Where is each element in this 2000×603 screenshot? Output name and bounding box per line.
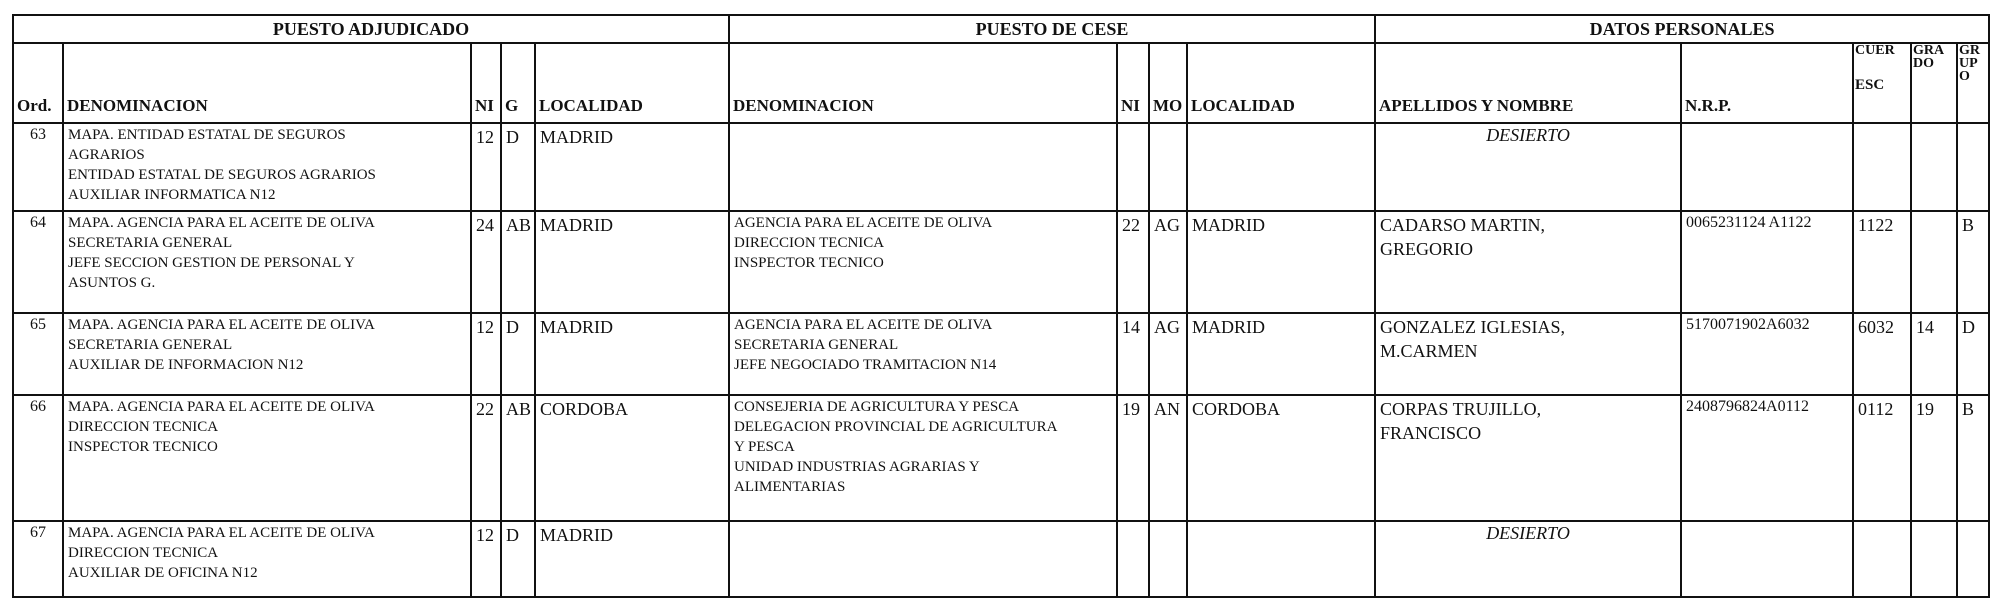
denominacion-line: MAPA. AGENCIA PARA EL ACEITE DE OLIVA: [68, 399, 375, 415]
header-cuer: CUER: [1855, 43, 1895, 58]
apellidos-line: M.CARMEN: [1380, 341, 1478, 361]
cell-grado: [1911, 123, 1957, 211]
cell-cuer: 1122: [1853, 211, 1911, 313]
cell-cese-localidad: [1187, 123, 1375, 211]
cese-denominacion-line: AGENCIA PARA EL ACEITE DE OLIVA: [734, 317, 993, 333]
header-grado-part: DO: [1913, 56, 1935, 71]
group-header-row: [13, 15, 1989, 43]
denominacion-line: AUXILIAR INFORMATICA N12: [68, 187, 276, 203]
cell-nrp: 2408796824A0112: [1681, 395, 1853, 521]
header-localidad: LOCALIDAD: [535, 43, 729, 123]
denominacion-line: ASUNTOS G.: [68, 275, 156, 291]
cell-grado: [1911, 211, 1957, 313]
cell-cese-denominacion: [729, 211, 1117, 313]
header-g: G: [501, 43, 535, 123]
apellidos-line: FRANCISCO: [1380, 423, 1482, 443]
cell-g: D: [501, 521, 535, 597]
cell-nrp: [1681, 521, 1853, 597]
cell-grado: 19: [1911, 395, 1957, 521]
header-grupo-part: GR: [1959, 43, 1981, 58]
cell-localidad: CORDOBA: [535, 395, 729, 521]
header-ni: NI: [471, 43, 501, 123]
cell-ni: 24: [471, 211, 501, 313]
cell-mo: [1149, 521, 1187, 597]
cell-ord: 64: [13, 211, 63, 313]
cell-ord: 63: [13, 123, 63, 211]
denominacion-line: JEFE SECCION GESTION DE PERSONAL Y: [68, 255, 355, 271]
table-row: [13, 395, 1989, 521]
cell-localidad: MADRID: [535, 211, 729, 313]
denominacion-line: AUXILIAR DE INFORMACION N12: [68, 357, 304, 373]
cell-grupo: [1957, 123, 1989, 211]
denominacion-line: AGRARIOS: [68, 147, 145, 163]
group-datos-personales: DATOS PERSONALES: [1375, 15, 1989, 43]
cell-grado: [1911, 521, 1957, 597]
header-cese-denominacion: DENOMINACION: [729, 43, 1117, 123]
header-apellidos-y-nombre: APELLIDOS Y NOMBRE: [1375, 43, 1681, 123]
denominacion-line: INSPECTOR TECNICO: [68, 439, 218, 455]
cell-cese-denominacion: [729, 123, 1117, 211]
cell-g: AB: [501, 211, 535, 313]
cell-nrp: 0065231124 A1122: [1681, 211, 1853, 313]
cell-cuer: [1853, 521, 1911, 597]
cell-cese-denominacion: [729, 395, 1117, 521]
cell-localidad: MADRID: [535, 313, 729, 395]
cell-grado: 14: [1911, 313, 1957, 395]
table-row: [13, 313, 1989, 395]
cell-ord: 67: [13, 521, 63, 597]
cell-cese-ni: [1117, 123, 1149, 211]
header-grupo-part: O: [1959, 69, 1970, 84]
group-puesto-adjudicado: PUESTO ADJUDICADO: [13, 15, 729, 43]
cell-denominacion: [63, 521, 471, 597]
cell-cuer: 6032: [1853, 313, 1911, 395]
cell-apellidos: [1375, 313, 1681, 395]
cell-cese-ni: 14: [1117, 313, 1149, 395]
denominacion-line: ENTIDAD ESTATAL DE SEGUROS AGRARIOS: [68, 167, 376, 183]
cell-nrp: 5170071902A6032: [1681, 313, 1853, 395]
cell-cese-denominacion: [729, 521, 1117, 597]
header-esc: ESC: [1855, 77, 1885, 93]
cell-denominacion: [63, 313, 471, 395]
cell-cese-localidad: CORDOBA: [1187, 395, 1375, 521]
cell-ni: 12: [471, 521, 501, 597]
header-grupo-part: UP: [1959, 56, 1978, 71]
cese-denominacion-line: Y PESCA: [734, 439, 795, 455]
header-nrp: N.R.P.: [1681, 43, 1853, 123]
denominacion-line: MAPA. ENTIDAD ESTATAL DE SEGUROS: [68, 127, 346, 143]
cell-denominacion: [63, 211, 471, 313]
denominacion-line: DIRECCION TECNICA: [68, 419, 219, 435]
cese-denominacion-line: AGENCIA PARA EL ACEITE DE OLIVA: [734, 215, 993, 231]
cell-cuer: 0112: [1853, 395, 1911, 521]
table-row: [13, 211, 1989, 313]
cell-ni: 12: [471, 313, 501, 395]
cell-denominacion: [63, 123, 471, 211]
apellidos-line: CORPAS TRUJILLO,: [1380, 399, 1542, 419]
header-denominacion: DENOMINACION: [63, 43, 471, 123]
cell-apellidos-desierto: DESIERTO: [1375, 123, 1681, 211]
cell-denominacion: [63, 395, 471, 521]
cell-cese-ni: 22: [1117, 211, 1149, 313]
document-sheet: [12, 14, 1988, 598]
cese-denominacion-line: DIRECCION TECNICA: [734, 235, 885, 251]
cell-apellidos-desierto: DESIERTO: [1375, 521, 1681, 597]
column-header-row: [13, 43, 1989, 123]
cell-g: AB: [501, 395, 535, 521]
cese-denominacion-line: INSPECTOR TECNICO: [734, 255, 884, 271]
header-cese-localidad: LOCALIDAD: [1187, 43, 1375, 123]
header-cuer-esc: [1853, 43, 1911, 123]
apellidos-line: CADARSO MARTIN,: [1380, 215, 1545, 235]
denominacion-line: DIRECCION TECNICA: [68, 545, 219, 561]
cell-ord: 65: [13, 313, 63, 395]
cell-ni: 12: [471, 123, 501, 211]
cell-apellidos: [1375, 211, 1681, 313]
cell-ord: 66: [13, 395, 63, 521]
cell-g: D: [501, 313, 535, 395]
cell-localidad: MADRID: [535, 123, 729, 211]
cell-grupo: B: [1957, 395, 1989, 521]
cell-localidad: MADRID: [535, 521, 729, 597]
group-puesto-de-cese: PUESTO DE CESE: [729, 15, 1375, 43]
cell-cese-ni: [1117, 521, 1149, 597]
denominacion-line: MAPA. AGENCIA PARA EL ACEITE DE OLIVA: [68, 317, 375, 333]
cell-g: D: [501, 123, 535, 211]
cell-mo: AG: [1149, 313, 1187, 395]
cese-denominacion-line: SECRETARIA GENERAL: [734, 337, 899, 353]
cese-denominacion-line: CONSEJERIA DE AGRICULTURA Y PESCA: [734, 399, 1020, 415]
header-grupo: [1957, 43, 1989, 123]
cell-grupo: B: [1957, 211, 1989, 313]
cell-mo: [1149, 123, 1187, 211]
apellidos-line: GREGORIO: [1380, 239, 1474, 259]
cell-cese-ni: 19: [1117, 395, 1149, 521]
denominacion-line: MAPA. AGENCIA PARA EL ACEITE DE OLIVA: [68, 215, 375, 231]
cell-cese-denominacion: [729, 313, 1117, 395]
denominacion-line: SECRETARIA GENERAL: [68, 337, 233, 353]
header-ord: Ord.: [13, 43, 63, 123]
cell-cese-localidad: MADRID: [1187, 313, 1375, 395]
cell-cese-localidad: [1187, 521, 1375, 597]
cell-cuer: [1853, 123, 1911, 211]
header-grado-part: GRA: [1913, 43, 1945, 58]
cese-denominacion-line: DELEGACION PROVINCIAL DE AGRICULTURA: [734, 419, 1058, 435]
cese-denominacion-line: UNIDAD INDUSTRIAS AGRARIAS Y: [734, 459, 980, 475]
cell-mo: AN: [1149, 395, 1187, 521]
header-cese-ni: NI: [1117, 43, 1149, 123]
table-row: [13, 521, 1989, 597]
cell-apellidos: [1375, 395, 1681, 521]
cell-cese-localidad: MADRID: [1187, 211, 1375, 313]
denominacion-line: AUXILIAR DE OFICINA N12: [68, 565, 258, 581]
assignment-table: [12, 14, 1990, 598]
denominacion-line: MAPA. AGENCIA PARA EL ACEITE DE OLIVA: [68, 525, 375, 541]
header-grado: [1911, 43, 1957, 123]
cell-ni: 22: [471, 395, 501, 521]
apellidos-line: GONZALEZ IGLESIAS,: [1380, 317, 1566, 337]
cell-mo: AG: [1149, 211, 1187, 313]
cell-grupo: [1957, 521, 1989, 597]
cese-denominacion-line: JEFE NEGOCIADO TRAMITACION N14: [734, 357, 997, 373]
denominacion-line: SECRETARIA GENERAL: [68, 235, 233, 251]
table-row: [13, 123, 1989, 211]
cell-grupo: D: [1957, 313, 1989, 395]
cese-denominacion-line: ALIMENTARIAS: [734, 479, 846, 495]
cell-nrp: [1681, 123, 1853, 211]
header-mo: MO: [1149, 43, 1187, 123]
